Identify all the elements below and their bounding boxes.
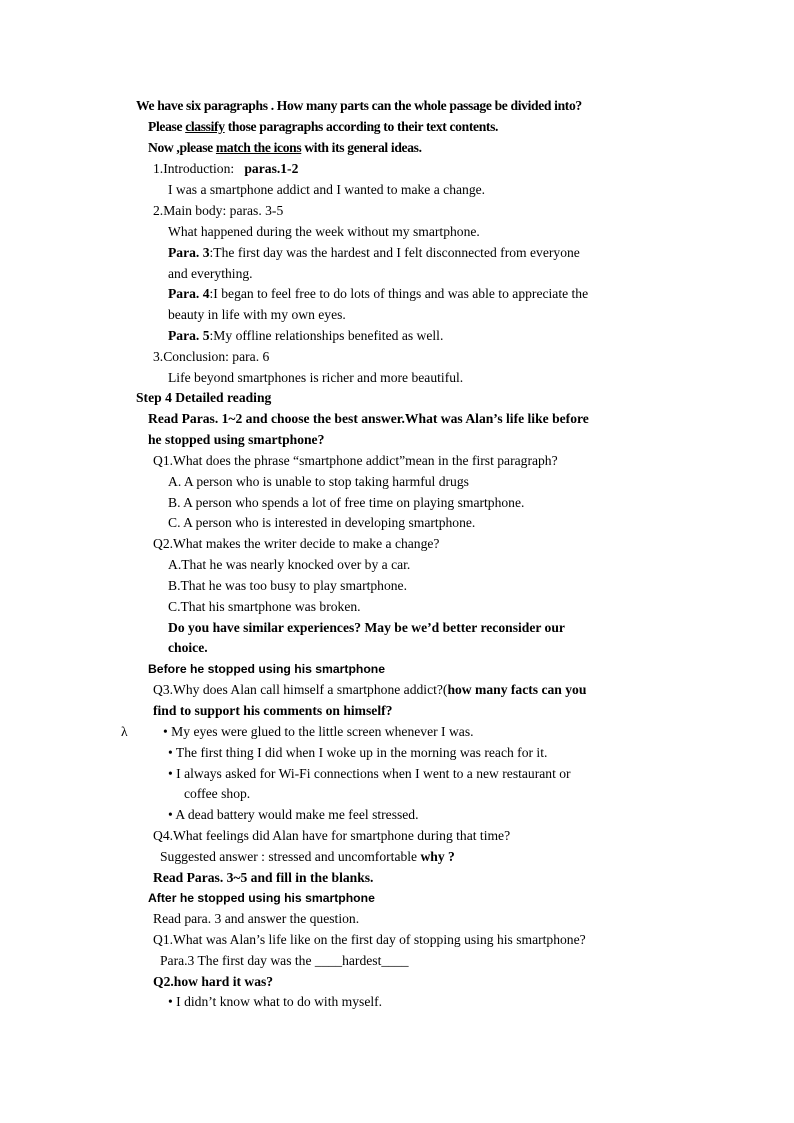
q4-answer xyxy=(160,848,455,866)
body-summary: What happened during the week without my smartphone. xyxy=(168,224,480,239)
para3-summary xyxy=(168,244,580,262)
q3-question xyxy=(153,681,586,699)
q2-question: Q2.What makes the writer decide to make a change? xyxy=(153,536,440,551)
instruction-match-pre: Now ,please xyxy=(148,140,216,155)
fact-item-cont: coffee shop. xyxy=(184,786,251,801)
before-heading: Before he stopped using his smartphone xyxy=(148,662,386,676)
conclusion-label: 3.Conclusion: para. 6 xyxy=(153,349,270,364)
fact-item: • The first thing I did when I woke up in the morning was reach for it. xyxy=(168,745,548,760)
para5-label: Para. 5 xyxy=(168,328,210,343)
reflection-question-cont: choice. xyxy=(168,640,208,655)
classify-underlined: classify xyxy=(185,119,225,134)
intro-label: 1.Introduction: xyxy=(153,161,235,176)
para4-label: Para. 4 xyxy=(168,286,210,301)
after-heading: After he stopped using his smartphone xyxy=(148,891,375,905)
fact-item: • My eyes were glued to the little screen whenever I was. xyxy=(163,724,474,739)
q1-question: Q1.What does the phrase “smartphone addict”mean in the first paragraph? xyxy=(153,453,558,468)
q4-question: Q4.What feelings did Alan have for smartphone during that time? xyxy=(153,828,511,843)
q3-bold: how many facts can you xyxy=(447,682,587,697)
conclusion-summary: Life beyond smartphones is richer and more beautiful. xyxy=(168,370,464,385)
q1-option-b: B. A person who spends a lot of free time on playing smartphone. xyxy=(168,495,525,510)
task2-subinstruction: Read para. 3 and answer the question. xyxy=(153,911,360,926)
para3-label: Para. 3 xyxy=(168,245,210,260)
para3-text: :The first day was the hardest and I felt disconnected from everyone xyxy=(209,245,580,260)
intro-paras: paras.1-2 xyxy=(244,161,299,176)
q1-option-c: C. A person who is interested in developing smartphone. xyxy=(168,515,476,530)
task1-instruction: Read Paras. 1~2 and choose the best answer.What was Alan’s life like before xyxy=(148,411,589,426)
instruction-classify-pre: Please xyxy=(148,119,186,134)
instruction-match-post: with its general ideas. xyxy=(301,140,422,155)
task2-instruction: Read Paras. 3~5 and fill in the blanks. xyxy=(153,870,374,885)
instruction-classify xyxy=(148,118,498,136)
structure-introduction xyxy=(153,160,298,178)
q2-option-c: C.That his smartphone was broken. xyxy=(168,599,361,614)
q3-question-cont: find to support his comments on himself? xyxy=(153,703,393,718)
intro-summary: I was a smartphone addict and I wanted to make a change. xyxy=(168,182,486,197)
after-q1-answer xyxy=(160,952,409,970)
question-parts: We have six paragraphs . How many parts can the whole passage be divided into? xyxy=(136,98,582,113)
q1-option-a: A. A person who is unable to stop taking harmful drugs xyxy=(168,474,469,489)
q2-option-b: B.That he was too busy to play smartphone. xyxy=(168,578,407,593)
instruction-classify-post: those paragraphs according to their text contents. xyxy=(224,119,499,134)
reflection-question: Do you have similar experiences? May be we’d better reconsider our xyxy=(168,620,565,635)
para4-text: :I began to feel free to do lots of things and was able to appreciate the xyxy=(209,286,589,301)
q4-why: why ? xyxy=(420,849,455,864)
after-q1-answer-text: Para.3 The first day was the xyxy=(160,953,315,968)
after-q2-fact: • I didn’t know what to do with myself. xyxy=(168,994,383,1009)
para5-text: :My offline relationships benefited as well. xyxy=(209,328,444,343)
body-label: 2.Main body: paras. 3-5 xyxy=(153,203,284,218)
fact-item: • A dead battery would make me feel stressed. xyxy=(168,807,419,822)
para4-summary xyxy=(168,285,588,303)
after-q1-question: Q1.What was Alan’s life like on the first day of stopping using his smartphone? xyxy=(153,932,586,947)
para4-summary-cont: beauty in life with my own eyes. xyxy=(168,307,346,322)
answer-blank: ____hardest____ xyxy=(314,953,409,968)
q2-option-a: A.That he was nearly knocked over by a car. xyxy=(168,557,411,572)
para3-summary-cont: and everything. xyxy=(168,266,253,281)
task1-instruction-cont: he stopped using smartphone? xyxy=(148,432,325,447)
q4-answer-text: Suggested answer : stressed and uncomfortable xyxy=(160,849,421,864)
lambda-mark: λ xyxy=(121,724,128,739)
fact-item: • I always asked for Wi-Fi connections when I went to a new restaurant or xyxy=(168,766,571,781)
match-icons-underlined: match the icons xyxy=(215,140,302,155)
q3-text: Q3.Why does Alan call himself a smartphone addict?( xyxy=(153,682,448,697)
step4-heading: Step 4 Detailed reading xyxy=(136,390,272,405)
para5-summary xyxy=(168,327,443,345)
after-q2-question: Q2.how hard it was? xyxy=(153,974,274,989)
instruction-match xyxy=(148,139,422,157)
